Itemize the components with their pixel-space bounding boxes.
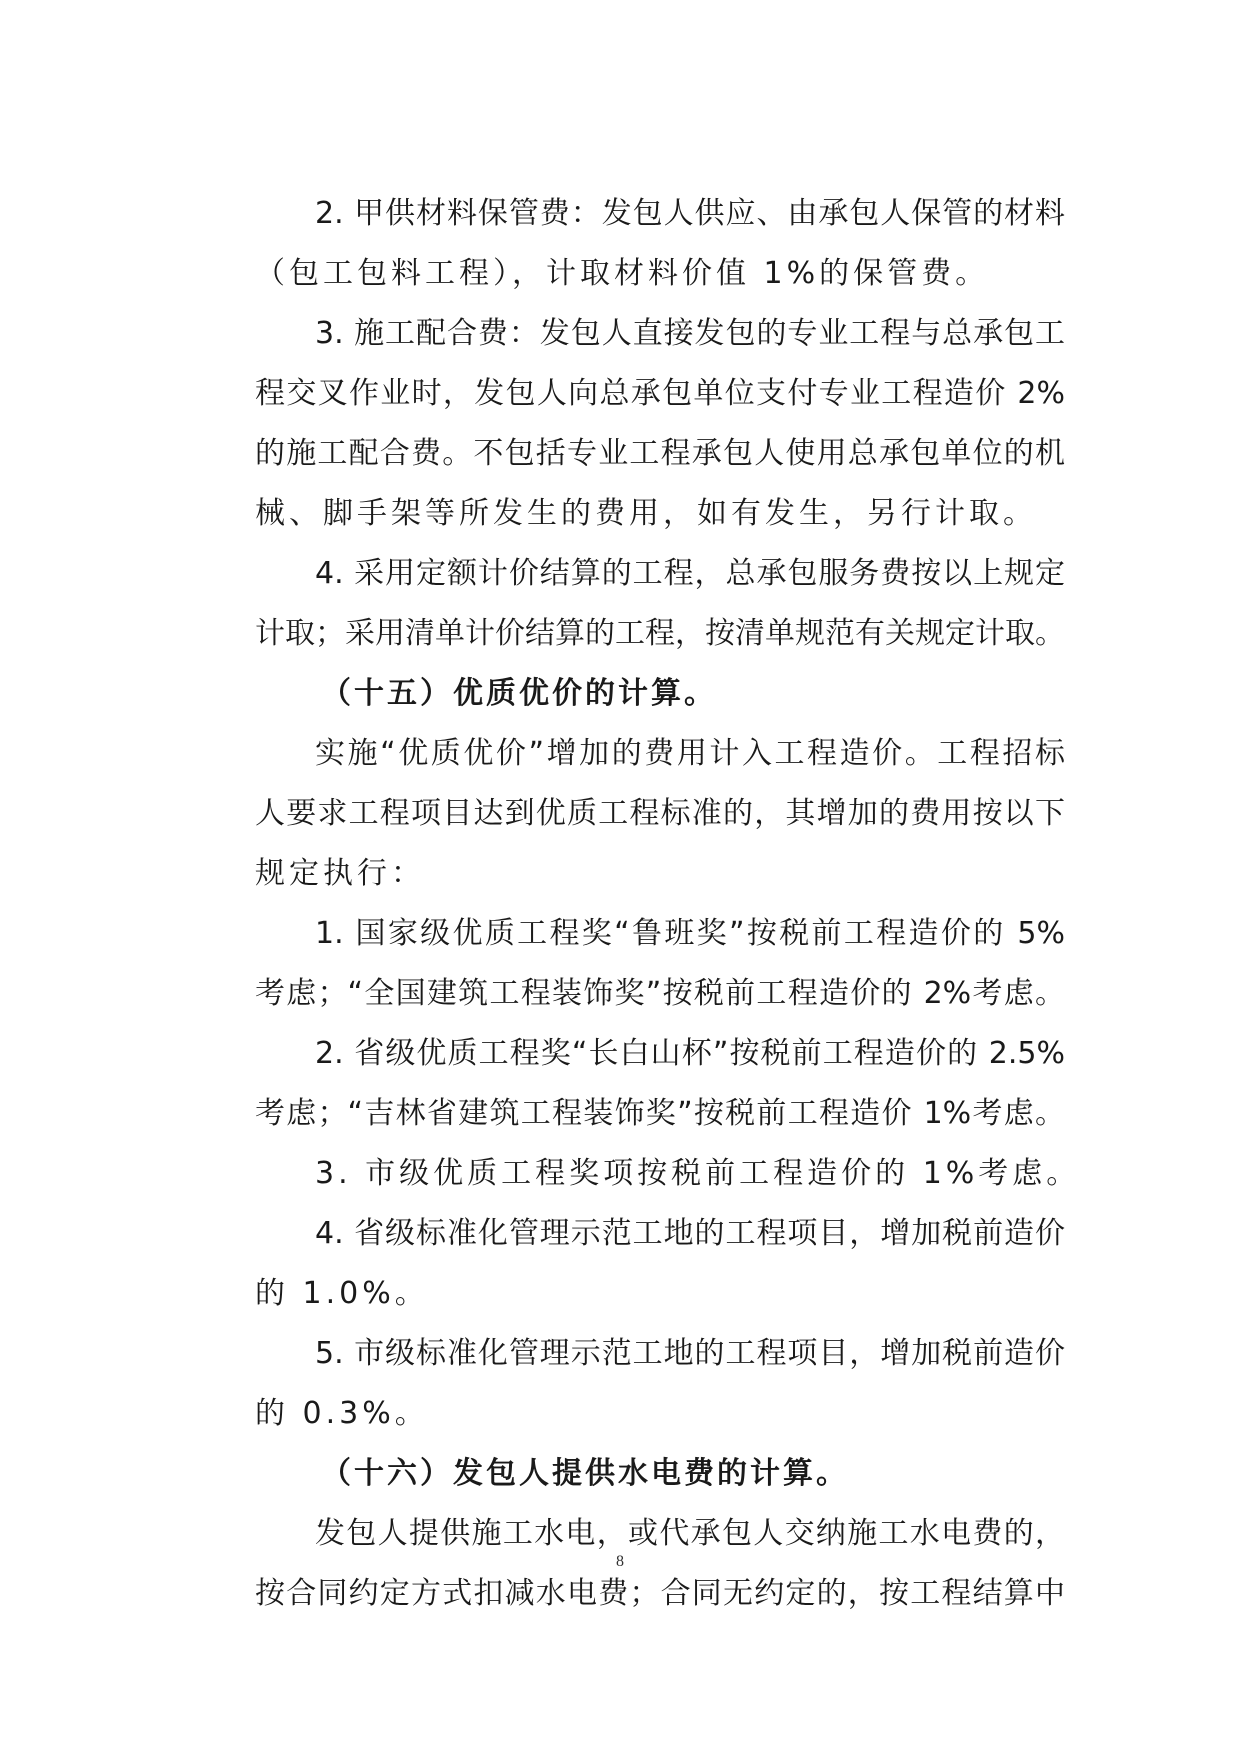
paragraph-line: 人要求工程项目达到优质工程标准的，其增加的费用按以下 xyxy=(255,796,1065,831)
paragraph-line: 2. 省级优质工程奖“长白山杯”按税前工程造价的 2.5% xyxy=(315,1036,1065,1071)
section-heading: （十六）发包人提供水电费的计算。 xyxy=(321,1456,849,1491)
paragraph-line: 械、脚手架等所发生的费用，如有发生，另行计取。 xyxy=(255,496,1037,531)
paragraph-line: 3. 施工配合费：发包人直接发包的专业工程与总承包工 xyxy=(315,316,1065,351)
paragraph-line: 计取；采用清单计价结算的工程，按清单规范有关规定计取。 xyxy=(255,616,1065,651)
paragraph-line: 4. 采用定额计价结算的工程，总承包服务费按以上规定 xyxy=(315,556,1065,591)
paragraph-line: 实施“优质优价”增加的费用计入工程造价。工程招标 xyxy=(315,736,1065,771)
paragraph-line: 5. 市级标准化管理示范工地的工程项目，增加税前造价 xyxy=(315,1336,1065,1371)
paragraph-line: 规定执行： xyxy=(255,856,425,891)
paragraph-line: 的施工配合费。不包括专业工程承包人使用总承包单位的机 xyxy=(255,436,1065,471)
paragraph-line: 考虑；“全国建筑工程装饰奖”按税前工程造价的 2%考虑。 xyxy=(255,976,1065,1011)
paragraph-line: 程交叉作业时，发包人向总承包单位支付专业工程造价 2% xyxy=(255,376,1065,411)
paragraph-line: 的 1.0%。 xyxy=(255,1276,429,1311)
paragraph-line: 的 0.3%。 xyxy=(255,1396,429,1431)
paragraph-line: 4. 省级标准化管理示范工地的工程项目，增加税前造价 xyxy=(315,1216,1065,1251)
paragraph-line: 1. 国家级优质工程奖“鲁班奖”按税前工程造价的 5% xyxy=(315,916,1065,951)
paragraph-line: 考虑；“吉林省建筑工程装饰奖”按税前工程造价 1%考虑。 xyxy=(255,1096,1065,1131)
section-heading: （十五）优质优价的计算。 xyxy=(321,676,717,711)
page-number: 8 xyxy=(616,1553,624,1570)
body-text xyxy=(255,184,1081,1624)
paragraph-line: 按合同约定方式扣减水电费；合同无约定的，按工程结算中 xyxy=(255,1576,1065,1611)
paragraph-line: 3. 市级优质工程奖项按税前工程造价的 1%考虑。 xyxy=(315,1156,1081,1191)
paragraph-line: 2. 甲供材料保管费：发包人供应、由承包人保管的材料 xyxy=(315,196,1065,231)
paragraph-line: 发包人提供施工水电，或代承包人交纳施工水电费的， xyxy=(315,1516,1065,1551)
paragraph-line: （包工包料工程），计取材料价值 1%的保管费。 xyxy=(255,256,990,291)
